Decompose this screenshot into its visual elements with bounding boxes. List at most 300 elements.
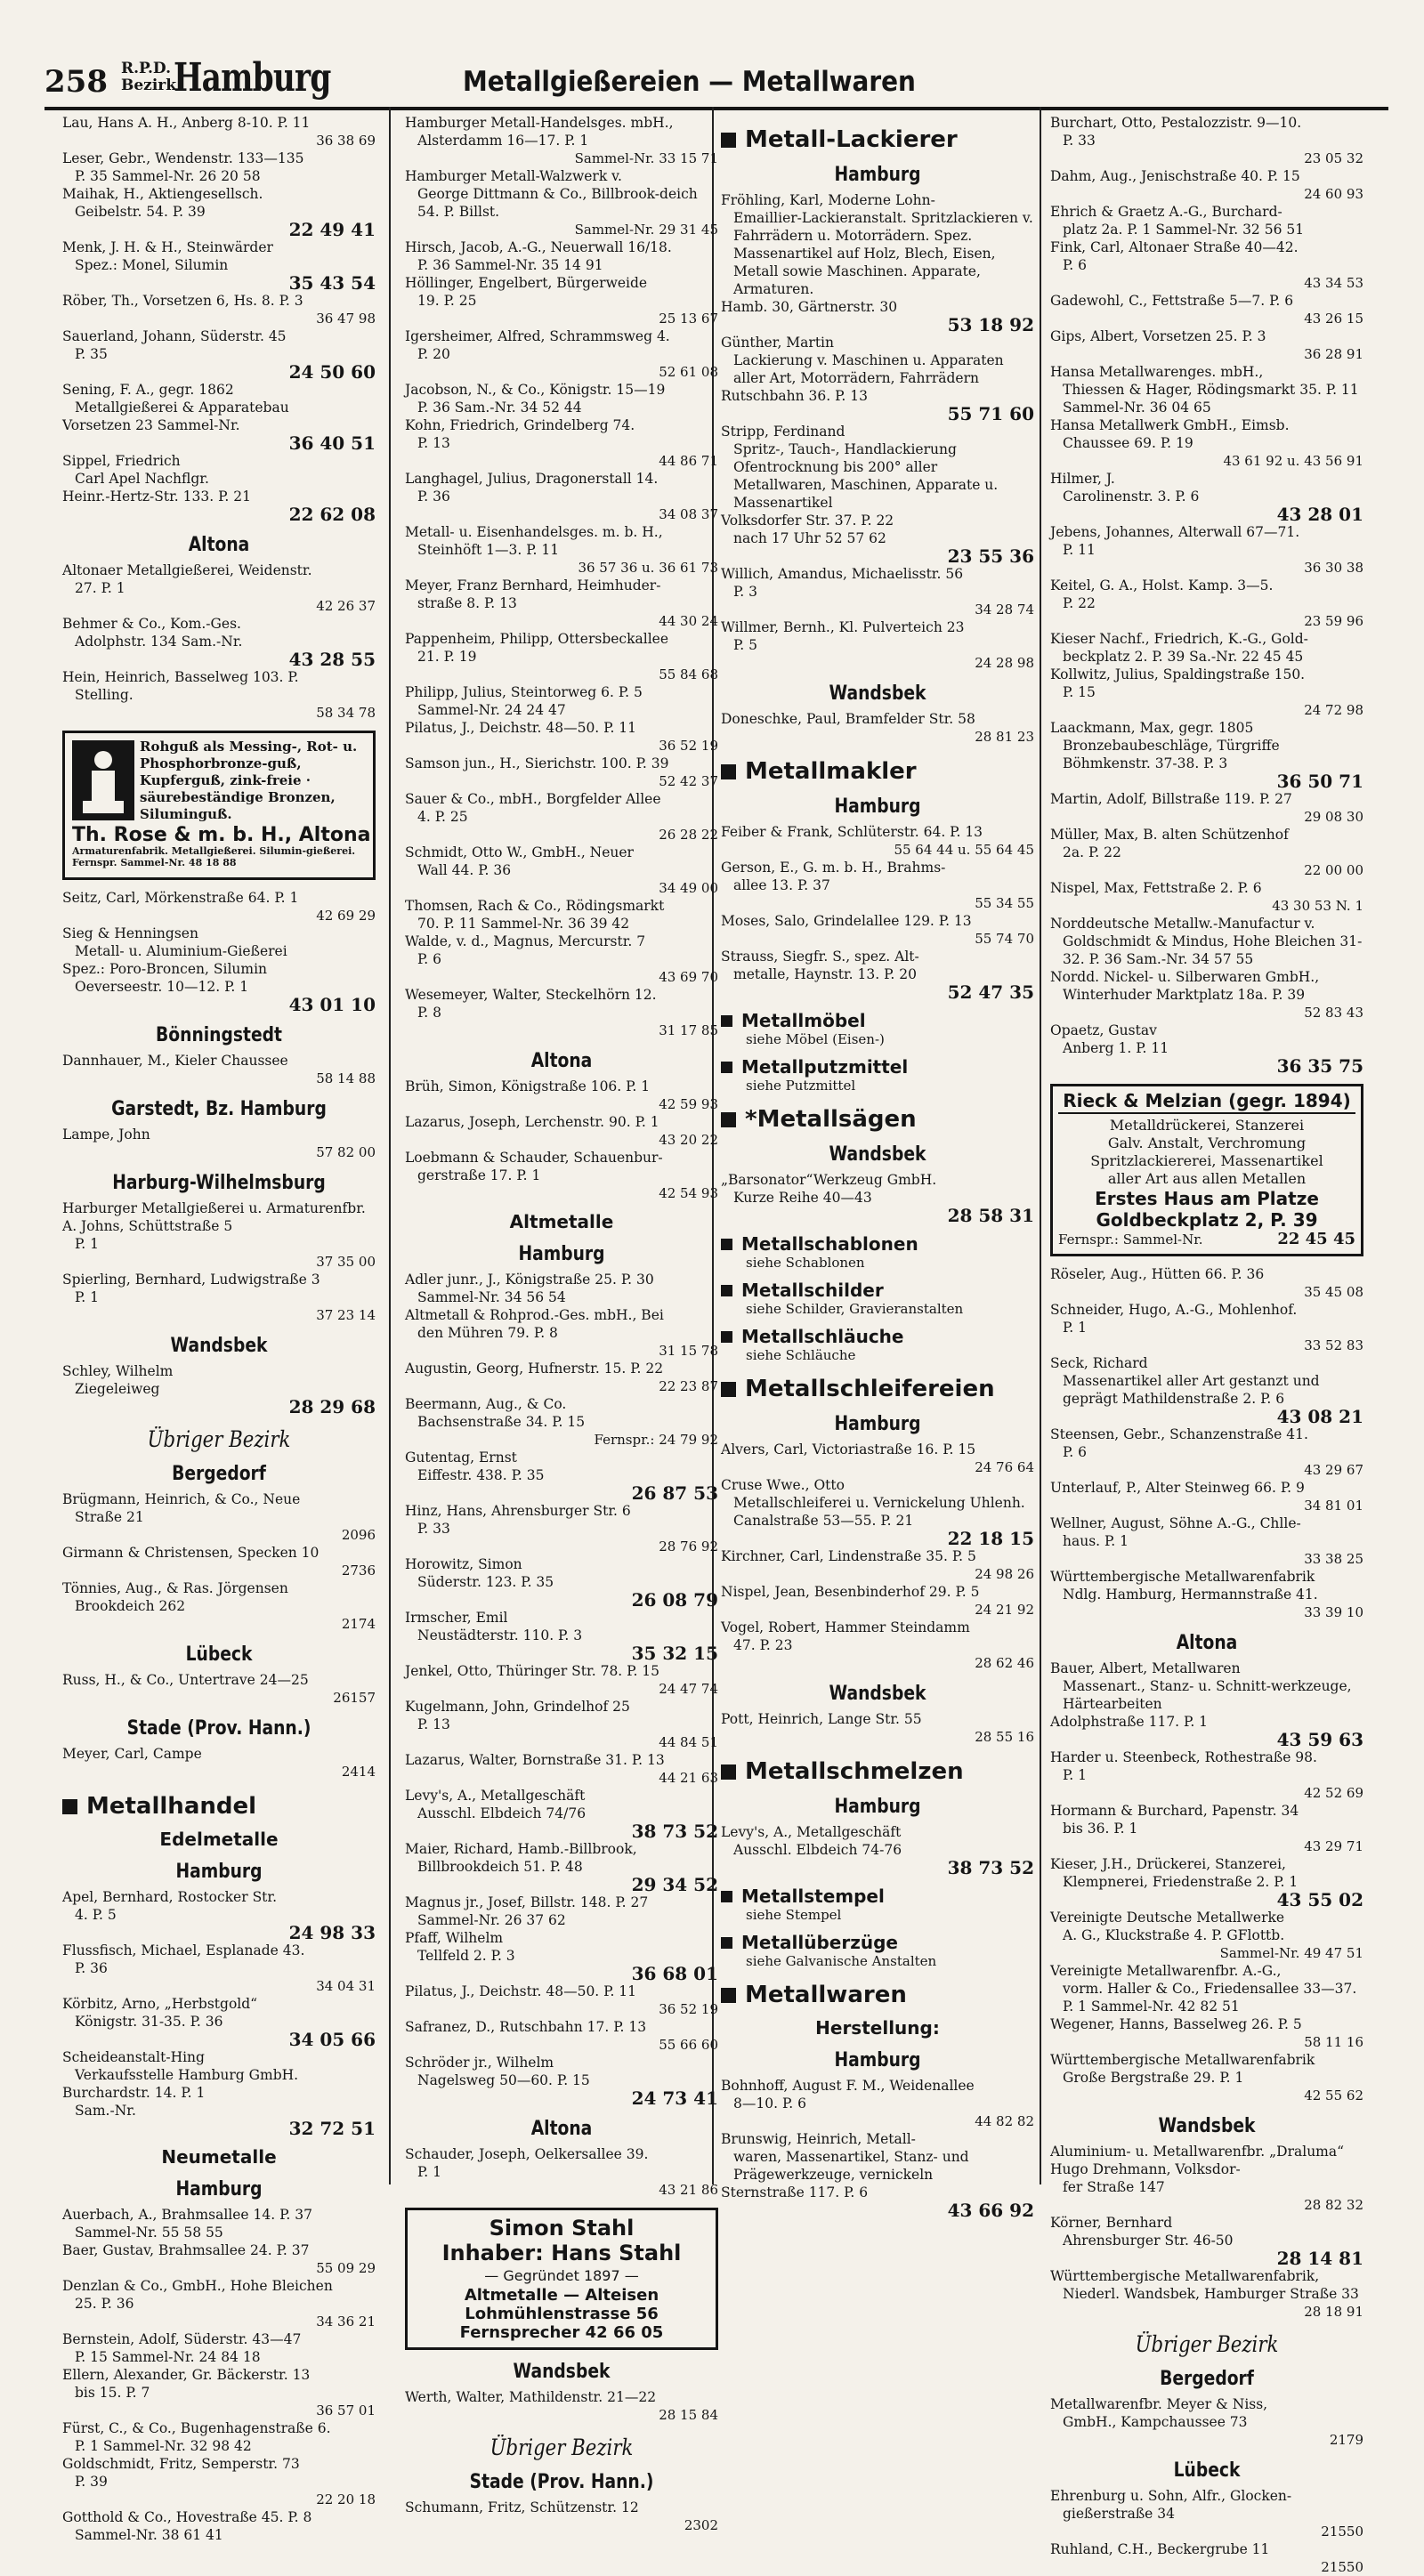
- entry-name: Gadewohl, C., Fettstraße 5—7. P. 6: [1050, 293, 1294, 309]
- directory-entry: [405, 1609, 718, 1662]
- entry-name: Aluminium- u. Metallwarenfbr. „Draluma“ Hugo Drehmann, Volksdor-: [1050, 2144, 1345, 2177]
- location-heading: Bönningstedt: [156, 1024, 282, 1046]
- square-bullet-icon: [721, 1988, 736, 2003]
- entry-list: [721, 1823, 1034, 1877]
- entry-name: Gotthold & Co., Hovestraße 45. P. 8: [62, 2509, 312, 2525]
- entry-phone-highlighted: 28 14 81: [1276, 2248, 1363, 2269]
- entry-name: Wellner, August, Söhne A.-G., Chlle-: [1050, 1515, 1301, 1531]
- entry-name: Hinz, Hans, Ahrensburger Str. 6: [405, 1503, 631, 1519]
- category-heading: [721, 1280, 1034, 1301]
- ad-line: Simon Stahl: [489, 2216, 635, 2241]
- entry-phone-highlighted: 36 40 51: [288, 432, 376, 454]
- directory-entry: [721, 423, 1034, 512]
- entry-detail: Wall 44. P. 36: [417, 862, 512, 878]
- entry-detail: P. 13: [417, 435, 450, 451]
- entry-detail: P. 1: [75, 1289, 100, 1305]
- entry-phone: 2414: [341, 1764, 376, 1780]
- entry-phone: 43 21 86: [659, 2182, 718, 2198]
- cross-reference: siehe Stempel: [746, 1907, 842, 1923]
- entry-name: Bauer, Albert, Metallwaren: [1050, 1660, 1241, 1676]
- entry-phone: 29 08 30: [1304, 809, 1363, 825]
- entry-phone: 42 54 93: [659, 1185, 718, 1201]
- directory-entry: [62, 1126, 376, 1161]
- entry-name: Harder u. Steenbeck, Rothestraße 98.: [1050, 1749, 1317, 1765]
- entry-detail: Große Bergstraße 29. P. 1: [1063, 2070, 1244, 2086]
- entry-name: Lazarus, Walter, Bornstraße 31. P. 13: [405, 1752, 665, 1768]
- entry-detail: Emaillier-Lackieranstalt. Spritzlackieren v. Fahrrädern u. Motorrädern. Spez. Massenartikel auf Holz, Blech, Eisen, Metall sowie Maschinen. Apparate, Armaturen.: [733, 210, 1033, 297]
- entry-detail: platz 2a. P. 1 Sammel-Nr. 32 56 51: [1063, 222, 1305, 238]
- entry-name: Brüh, Simon, Königstraße 106. P. 1: [405, 1078, 651, 1094]
- directory-entry: [62, 2455, 376, 2508]
- directory-entry: [405, 1113, 718, 1149]
- entry-name: Volksdorfer Str. 37. P. 22: [721, 513, 894, 529]
- location-heading: Altona: [530, 1050, 593, 1072]
- entry-detail: P. 35: [75, 346, 108, 362]
- page-header: [44, 52, 1388, 105]
- entry-phone: 34 28 74: [975, 602, 1034, 618]
- entry-detail: Goldschmidt & Mindus, Hohe Bleichen 31-32. P. 36 Sam.-Nr. 34 57 55: [1063, 933, 1363, 967]
- entry-detail: Spez.: Monel, Silumin: [75, 257, 229, 273]
- entry-name: Schumann, Fritz, Schützenstr. 12: [405, 2499, 639, 2515]
- entry-name: Pappenheim, Philipp, Ottersbeckallee: [405, 631, 668, 647]
- entry-phone-highlighted: 55 71 60: [947, 403, 1034, 424]
- entry-phone: 52 83 43: [1304, 1005, 1363, 1021]
- category-label: *Metallsägen: [745, 1106, 917, 1133]
- ad-line: Altmetalle — Alteisen: [464, 2286, 659, 2305]
- directory-entry: [405, 2054, 718, 2107]
- entry-phone: 28 82 32: [1304, 2197, 1363, 2213]
- entry-detail: P. 20: [417, 346, 450, 362]
- entry-name: Feiber & Frank, Schlüterstr. 64. P. 13: [721, 824, 983, 840]
- entry-name: Sieg & Henningsen: [62, 925, 198, 941]
- entry-detail: gerstraße 17. P. 1: [417, 1167, 541, 1183]
- category-label: Metallhandel: [86, 1793, 257, 1820]
- entry-phone: 22 20 18: [316, 2491, 376, 2507]
- entry-name: Ruhland, C.H., Beckergrube 11: [1050, 2541, 1270, 2557]
- entry-detail: Carl Apel Nachflgr.: [75, 471, 209, 487]
- directory-entry: [1050, 1425, 1363, 1479]
- entry-phone: 36 52 19: [659, 738, 718, 754]
- location-heading: Übriger Bezirk: [1135, 2331, 1279, 2357]
- directory-entry: [62, 2241, 376, 2277]
- entry-phone: 37 35 00: [316, 1254, 376, 1270]
- entry-name: Ellern, Alexander, Gr. Bäckerstr. 13: [62, 2367, 311, 2383]
- location-heading: Hamburg: [175, 1861, 263, 1883]
- entry-detail: Thiessen & Hager, Rödingsmarkt 35. P. 11 Sammel-Nr. 36 04 65: [1063, 382, 1359, 416]
- directory-entry: [721, 2184, 1034, 2219]
- directory-entry: [721, 2077, 1034, 2130]
- entry-name: Körbitz, Arno, „Herbstgold“: [62, 1996, 258, 2012]
- entry-name: Willich, Amandus, Michaelisstr. 56: [721, 566, 964, 582]
- entry-detail: P. 39: [75, 2474, 108, 2490]
- directory-entry: [62, 488, 376, 523]
- entry-list: [1050, 2143, 1363, 2321]
- location-heading: Bergedorf: [172, 1463, 266, 1485]
- entry-phone: 34 49 00: [659, 880, 718, 896]
- entry-name: Nispel, Max, Fettstraße 2. P. 6: [1050, 880, 1262, 896]
- entry-name: Pfaff, Wilhelm: [405, 1930, 504, 1946]
- entry-list: [721, 2077, 1034, 2219]
- ad-line: Inhaber: Hans Stahl: [441, 2241, 682, 2265]
- entry-detail: Nagelsweg 50—60. P. 15: [417, 2072, 590, 2088]
- rpd-line: R.P.D.: [121, 60, 171, 77]
- entry-phone-highlighted: 24 73 41: [631, 2087, 718, 2109]
- entry-phone: 36 30 38: [1304, 560, 1363, 576]
- directory-entry: [62, 2508, 376, 2544]
- entry-detail: Ahrensburger Str. 46-50: [1063, 2233, 1234, 2249]
- square-bullet-icon: [721, 1764, 736, 1780]
- entry-name: Hamburger Metall-Handelsges. mbH.,: [405, 115, 674, 131]
- foundry-worker-logo: [72, 740, 134, 820]
- entry-name: Heinr.-Hertz-Str. 133. P. 21: [62, 489, 251, 505]
- entry-list: [62, 1052, 376, 1087]
- square-bullet-icon: [62, 1799, 77, 1814]
- entry-phone: 55 34 55: [975, 895, 1034, 911]
- square-bullet-icon: [721, 1285, 732, 1296]
- entry-phone: 42 52 69: [1304, 1785, 1363, 1801]
- directory-entry: [62, 452, 376, 488]
- entry-name: Apel, Bernhard, Rostocker Str.: [62, 1889, 278, 1905]
- directory-entry: [1050, 2395, 1363, 2449]
- entry-list: [405, 2145, 718, 2199]
- column-2: [405, 114, 718, 2533]
- entry-name: Kugelmann, John, Grindelhof 25: [405, 1699, 630, 1715]
- entry-detail: Metallschleiferei u. Vernickelung Uhlenh. Canalstraße 53—55. P. 21: [733, 1495, 1025, 1529]
- entry-name: Metallwarenfbr. Meyer & Niss,: [1050, 2396, 1268, 2412]
- column-divider: [1040, 107, 1041, 2184]
- directory-entry: [405, 274, 718, 327]
- directory-entry: [405, 1982, 718, 2018]
- entry-phone: 28 55 16: [975, 1729, 1034, 1745]
- entry-name: Spierling, Bernhard, Ludwigstraße 3: [62, 1272, 320, 1288]
- entry-phone: 57 82 00: [316, 1144, 376, 1160]
- column-1: [62, 114, 376, 2543]
- entry-phone: 55 84 68: [659, 666, 718, 682]
- entry-detail: Sam.-Nr.: [75, 2103, 136, 2119]
- entry-name: Denzlan & Co., GmbH., Hohe Bleichen: [62, 2278, 333, 2294]
- entry-name: Sauerland, Johann, Süderstr. 45: [62, 328, 287, 344]
- entry-detail: gießerstraße 34: [1063, 2506, 1175, 2522]
- entry-detail: P. 13: [417, 1716, 450, 1732]
- directory-entry: [62, 114, 376, 149]
- directory-entry: [721, 1547, 1034, 1583]
- category-label: Metallüberzüge: [741, 1932, 898, 1953]
- directory-entry: [1050, 203, 1363, 238]
- entry-phone: 44 84 51: [659, 1734, 718, 1750]
- entry-detail: 2a. P. 22: [1063, 844, 1121, 860]
- entry-phone-highlighted: 43 08 21: [1276, 1406, 1363, 1427]
- entry-name: Jebens, Johannes, Alterwall 67—71.: [1050, 524, 1300, 540]
- entry-detail: haus. P. 1: [1063, 1533, 1129, 1549]
- directory-entry: [405, 844, 718, 897]
- advertisement-rohguss: [62, 731, 376, 880]
- entry-detail: P. 36: [417, 489, 450, 505]
- entry-name: Seck, Richard: [1050, 1355, 1148, 1371]
- directory-entry: [62, 238, 376, 292]
- directory-entry: [62, 185, 376, 238]
- entry-detail: Bachsenstraße 34. P. 15: [417, 1414, 586, 1430]
- entry-name: Schröder jr., Wilhelm: [405, 2055, 554, 2071]
- directory-entry: [1050, 2214, 1363, 2267]
- entry-list: [1050, 2395, 1363, 2449]
- advertisement-simon-stahl: [405, 2208, 718, 2350]
- directory-entry: [405, 1271, 718, 1306]
- entry-phone: 43 29 67: [1304, 1462, 1363, 1478]
- entry-detail: 4. P. 25: [417, 809, 468, 825]
- category-heading: [62, 1793, 376, 1820]
- entry-name: Müller, Max, B. alten Schützenhof: [1050, 827, 1289, 843]
- entry-detail: 25. P. 36: [75, 2296, 134, 2312]
- entry-name: Willmer, Bernh., Kl. Pulverteich 23: [721, 619, 965, 635]
- directory-entry: [721, 1171, 1034, 1224]
- directory-entry: [721, 298, 1034, 334]
- entry-name: Loebmann & Schauder, Schauenbur-: [405, 1150, 663, 1166]
- entry-phone: 28 76 92: [659, 1538, 718, 1554]
- entry-detail: Klempnerei, Friedenstraße 2. P. 1: [1063, 1874, 1299, 1890]
- entry-phone-highlighted: 35 43 54: [288, 272, 376, 294]
- entry-name: Burchart, Otto, Pestalozzistr. 9—10.: [1050, 115, 1302, 131]
- entry-detail: Königstr. 31-35. P. 36: [75, 2014, 223, 2030]
- entry-name: Schauder, Joseph, Oelkersallee 39.: [405, 2146, 649, 2162]
- category-heading: [721, 758, 1034, 785]
- entry-name: Laackmann, Max, gegr. 1805: [1050, 720, 1254, 736]
- directory-entry: [405, 1929, 718, 1982]
- entry-phone: 42 59 93: [659, 1096, 718, 1112]
- entry-name: Fink, Carl, Altonaer Straße 40—42.: [1050, 239, 1299, 255]
- entry-name: Kirchner, Carl, Lindenstraße 35. P. 5: [721, 1548, 976, 1564]
- entry-name: Dahm, Aug., Jenischstraße 40. P. 15: [1050, 168, 1300, 184]
- entry-detail: Lackierung v. Maschinen u. Apparaten aller Art, Motorrädern, Fahrrädern: [733, 352, 1004, 386]
- entry-name: Menk, J. H. & H., Steinwärder: [62, 239, 273, 255]
- directory-entry: [405, 2018, 718, 2054]
- entry-name: Pilatus, J., Deichstr. 48—50. P. 11: [405, 720, 637, 736]
- entry-phone-highlighted: 36 68 01: [631, 1963, 718, 1984]
- entry-phone-highlighted: 53 18 92: [947, 314, 1034, 335]
- entry-name: Pilatus, J., Deichstr. 48—50. P. 11: [405, 1983, 637, 1999]
- entry-phone-highlighted: 38 73 52: [631, 1821, 718, 1842]
- entry-phone-highlighted: 36 50 71: [1276, 771, 1363, 792]
- entry-detail: waren, Massenartikel, Stanz- und Prägewerkzeuge, vernickeln: [733, 2149, 969, 2183]
- directory-entry: [405, 1662, 718, 1698]
- entry-phone-highlighted: 24 98 33: [288, 1922, 376, 1943]
- entry-name: Thomsen, Rach & Co., Rödingsmarkt: [405, 898, 665, 914]
- directory-entry: [1050, 577, 1363, 630]
- entry-detail: P. 36: [75, 1960, 108, 1976]
- directory-entry: [1050, 666, 1363, 719]
- square-bullet-icon: [721, 133, 736, 148]
- entry-phone: 33 38 25: [1304, 1551, 1363, 1567]
- directory-entry: [1050, 719, 1363, 790]
- entry-phone-highlighted: 34 05 66: [288, 2029, 376, 2050]
- location-heading: Garstedt, Bz. Hamburg: [111, 1098, 327, 1120]
- entry-detail: Ausschl. Elbdeich 74/76: [417, 1805, 587, 1821]
- entry-phone-highlighted: 38 73 52: [947, 1857, 1034, 1878]
- entry-detail: Sammel-Nr. 26 37 62: [417, 1912, 566, 1928]
- entry-phone: 34 81 01: [1304, 1498, 1363, 1514]
- entry-phone: 24 28 98: [975, 655, 1034, 671]
- entry-phone: 23 05 32: [1304, 150, 1363, 166]
- entry-detail: Carolinenstr. 3. P. 6: [1063, 489, 1200, 505]
- entry-detail: P. 8: [417, 1005, 442, 1021]
- directory-entry: [62, 2366, 376, 2419]
- entry-phone: 42 69 29: [316, 908, 376, 924]
- directory-entry: [721, 618, 1034, 672]
- ad-footer: Armaturenfabrik. Metallgießerei. Silumin-gießerei. Fernspr. Sammel-Nr. 48 18 88: [72, 845, 356, 868]
- directory-entry: [1050, 1265, 1363, 1301]
- entry-phone: Sammel-Nr. 33 15 71: [574, 150, 718, 166]
- entry-detail: den Mühren 79. P. 8: [417, 1325, 558, 1341]
- entry-name: Ehrenburg u. Sohn, Alfr., Glocken-: [1050, 2488, 1292, 2504]
- location-heading: Altona: [1176, 1632, 1238, 1654]
- directory-entry: [1050, 1855, 1363, 1909]
- entry-phone: 55 64 44 u. 55 64 45: [894, 842, 1034, 858]
- ad-line: Fernsprecher 42 66 05: [459, 2323, 664, 2342]
- directory-entry: [62, 1052, 376, 1087]
- entry-phone-highlighted: 43 66 92: [947, 2200, 1034, 2221]
- entry-detail: Sammel-Nr. 55 58 55: [75, 2225, 223, 2241]
- category-label: Metallschmelzen: [745, 1758, 964, 1785]
- ad-line: aller Art aus allen Metallen: [1107, 1170, 1307, 1187]
- entry-phone: 2179: [1329, 2432, 1363, 2448]
- entry-detail: Chaussee 69. P. 19: [1063, 435, 1193, 451]
- entry-phone: 44 86 71: [659, 453, 718, 469]
- directory-entry: [405, 1840, 718, 1894]
- entry-phone: 44 21 63: [659, 1770, 718, 1786]
- directory-entry: [405, 1502, 718, 1555]
- entry-phone: 58 11 16: [1304, 2034, 1363, 2050]
- cross-reference: siehe Schläuche: [746, 1347, 856, 1363]
- location-heading: Hamburg: [175, 2178, 263, 2201]
- entry-detail: 8—10. P. 6: [733, 2096, 806, 2112]
- column-divider: [389, 107, 391, 2184]
- entry-name: Vorsetzen 23 Sammel-Nr.: [62, 417, 240, 433]
- bezirk-line: Bezirk: [121, 77, 177, 94]
- ad-phone-number: 22 45 45: [1277, 1230, 1355, 1248]
- entry-phone: 24 47 74: [659, 1681, 718, 1697]
- entry-name: Schmidt, Otto W., GmbH., Neuer: [405, 844, 634, 860]
- entry-list: [1050, 2487, 1363, 2576]
- entry-name: Hansa Metallwerk GmbH., Eimsb.: [1050, 417, 1290, 433]
- square-bullet-icon: [721, 1331, 732, 1343]
- cross-reference: siehe Schilder, Gravieranstalten: [746, 1301, 964, 1317]
- directory-entry: [721, 1441, 1034, 1476]
- entry-phone: 44 30 24: [659, 613, 718, 629]
- directory-entry: [62, 889, 376, 925]
- square-bullet-icon: [721, 1937, 732, 1949]
- ad-line: Goldbeckplatz 2, P. 39: [1096, 1209, 1318, 1231]
- entry-name: Behmer & Co., Kom.-Ges.: [62, 616, 241, 632]
- entry-phone-highlighted: 22 18 15: [947, 1528, 1034, 1549]
- directory-entry: [1050, 2267, 1363, 2321]
- location-heading: Altona: [188, 534, 250, 556]
- directory-entry: [62, 1490, 376, 1544]
- entry-detail: Ndlg. Hamburg, Hermannstraße 41.: [1063, 1587, 1318, 1603]
- entry-detail: bis 15. P. 7: [75, 2385, 150, 2401]
- directory-entry: [405, 986, 718, 1039]
- entry-name: Hormann & Burchard, Papenstr. 34: [1050, 1803, 1299, 1819]
- entry-name: Röseler, Aug., Hütten 66. P. 36: [1050, 1266, 1265, 1282]
- entry-detail: 47. P. 23: [733, 1637, 793, 1653]
- square-bullet-icon: [721, 1112, 736, 1127]
- page-title: Metallgießereien — Metallwaren: [463, 66, 916, 98]
- directory-entry: [405, 897, 718, 933]
- entry-name: Vereinigte Metallwarenfbr. A.-G.,: [1050, 1963, 1282, 1979]
- directory-entry: [1050, 1909, 1363, 1962]
- entry-detail: P. 3: [733, 584, 758, 600]
- entry-phone: 43 61 92 u. 43 56 91: [1223, 453, 1363, 469]
- category-heading: [721, 1758, 1034, 1785]
- entry-phone-highlighted: 28 29 68: [288, 1396, 376, 1417]
- entry-list: [62, 561, 376, 722]
- entry-name: Röber, Th., Vorsetzen 6, Hs. 8. P. 3: [62, 293, 303, 309]
- entry-phone-highlighted: 43 55 02: [1276, 1889, 1363, 1910]
- entry-name: Dannhauer, M., Kieler Chaussee: [62, 1053, 288, 1069]
- entry-detail: 19. P. 25: [417, 293, 477, 309]
- entry-name: Bernstein, Adolf, Süderstr. 43—47: [62, 2331, 302, 2347]
- entry-detail: P. 33: [1063, 133, 1096, 149]
- entry-list: [405, 114, 718, 1039]
- directory-entry: [1050, 327, 1363, 363]
- entry-phone: 24 72 98: [1304, 702, 1363, 718]
- directory-entry: [1050, 790, 1363, 826]
- entry-detail: Oeverseestr. 10—12. P. 1: [75, 979, 249, 995]
- entry-detail: Ziegeleiweg: [75, 1381, 160, 1397]
- entry-list: [62, 1671, 376, 1707]
- directory-entry: [1050, 238, 1363, 292]
- location-heading: Hamburg: [834, 2049, 921, 2071]
- location-heading: Übriger Bezirk: [147, 1426, 291, 1452]
- category-heading: [721, 126, 1034, 153]
- directory-entry: [721, 710, 1034, 746]
- entry-phone-highlighted: 43 28 01: [1276, 504, 1363, 525]
- location-heading: Hamburg: [834, 1796, 921, 1818]
- entry-phone: 22 23 87: [659, 1378, 718, 1394]
- location-heading: Harburg-Wilhelmsburg: [112, 1172, 326, 1194]
- directory-entry: [62, 292, 376, 327]
- entry-detail: bis 36. P. 1: [1063, 1821, 1138, 1837]
- entry-detail: Anberg 1. P. 11: [1063, 1040, 1169, 1056]
- entry-name: Moses, Salo, Grindelallee 129. P. 13: [721, 913, 972, 929]
- entry-phone-highlighted: 52 47 35: [947, 981, 1034, 1003]
- entry-phone: 24 60 93: [1304, 186, 1363, 202]
- entry-detail: P. 33: [417, 1521, 450, 1537]
- entry-detail: P. 15 Sammel-Nr. 24 84 18: [75, 2349, 261, 2365]
- directory-entry: [62, 925, 376, 960]
- entry-list: [1050, 114, 1363, 1075]
- category-label: Metallschablonen: [741, 1233, 918, 1255]
- entry-name: Körner, Bernhard: [1050, 2215, 1173, 2231]
- category-label: Metallstempel: [741, 1886, 885, 1907]
- category-heading: [721, 1982, 1034, 2008]
- entry-detail: P. 11: [1063, 542, 1096, 558]
- entry-detail: P. 1: [75, 1236, 100, 1252]
- entry-name: Keitel, G. A., Holst. Kamp. 3—5.: [1050, 577, 1274, 594]
- directory-entry: [62, 2048, 376, 2084]
- entry-name: Vereinigte Deutsche Metallwerke: [1050, 1910, 1285, 1926]
- directory-entry: [62, 1995, 376, 2048]
- directory-entry: [405, 630, 718, 683]
- entry-name: Doneschke, Paul, Bramfelder Str. 58: [721, 711, 975, 727]
- directory-entry: [1050, 523, 1363, 577]
- category-label: Metall-Lackierer: [745, 126, 958, 153]
- entry-phone-highlighted: 24 50 60: [288, 361, 376, 383]
- directory-entry: [405, 1395, 718, 1449]
- entry-list: [721, 710, 1034, 746]
- entry-name: Lazarus, Joseph, Lerchenstr. 90. P. 1: [405, 1114, 659, 1130]
- entry-detail: Kurze Reihe 40—43: [733, 1190, 872, 1206]
- directory-entry: [405, 470, 718, 523]
- entry-detail: Massenartikel aller Art gestanzt und geprägt Mathildenstraße 2. P. 6: [1063, 1373, 1320, 1407]
